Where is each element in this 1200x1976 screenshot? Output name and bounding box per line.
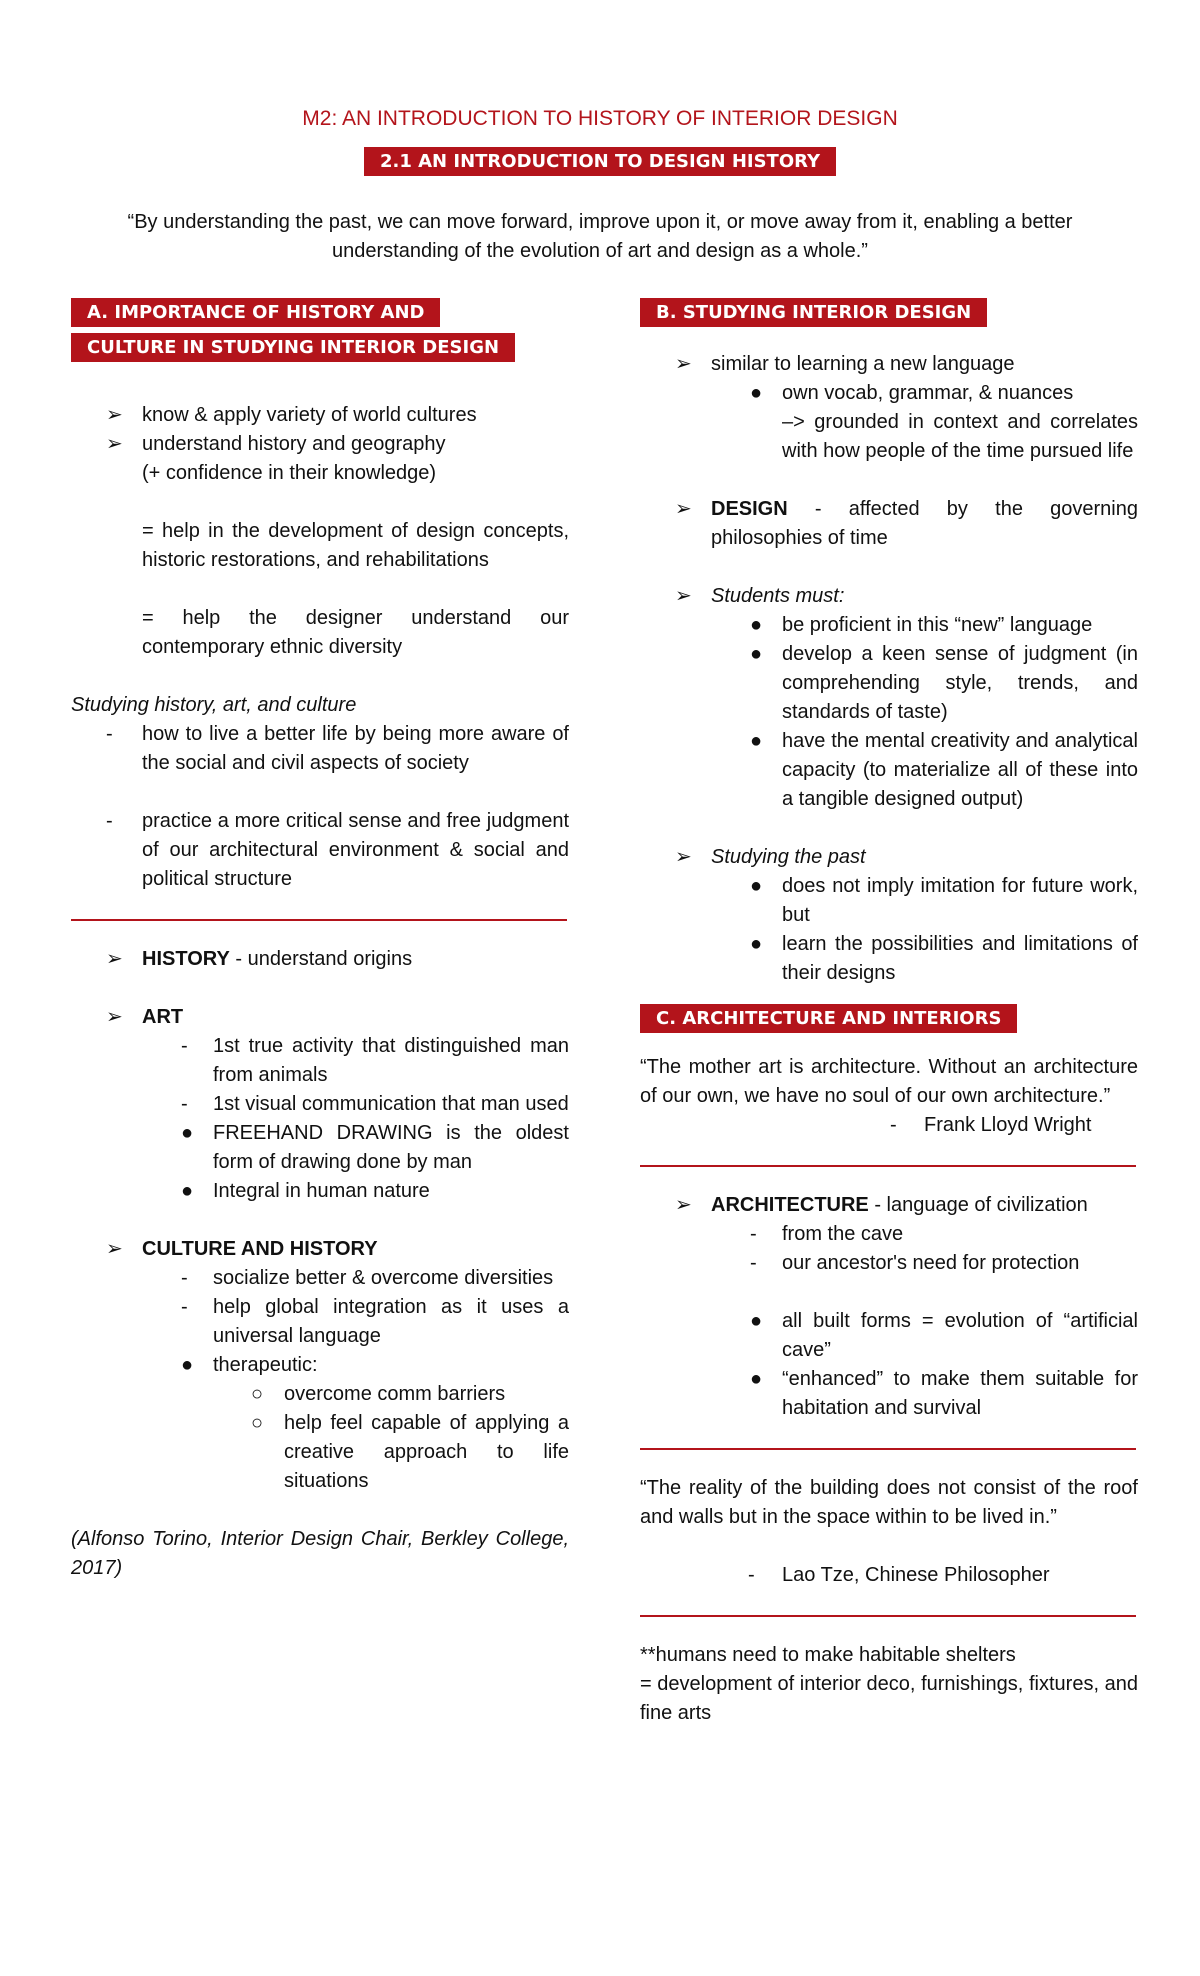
quote-author: - Frank Lloyd Wright	[640, 1111, 1138, 1140]
dot-bullet-icon: ●	[181, 1180, 194, 1202]
list-item: - our ancestor's need for protection	[640, 1249, 1138, 1278]
list-item: ➢ CULTURE AND HISTORY	[71, 1235, 569, 1264]
list-item: ● learn the possibilities and limitations of their designs	[640, 930, 1138, 988]
divider	[640, 1615, 1136, 1617]
list-item: - how to live a better life by being more aware of the social and civil aspects of society	[71, 720, 569, 778]
left-column	[71, 298, 569, 1583]
dash-bullet: -	[181, 1267, 188, 1289]
divider	[640, 1165, 1136, 1167]
arrow-bullet-icon: ➢	[675, 846, 692, 868]
dash-bullet: -	[750, 1223, 757, 1245]
dot-bullet-icon: ●	[750, 643, 763, 665]
list-item: ● “enhanced” to make them suitable for habitation and survival	[640, 1365, 1138, 1423]
list-item: - help global integration as it uses a universal language	[71, 1293, 569, 1351]
list-item: ● Integral in human nature	[71, 1177, 569, 1206]
arrow-bullet-icon: ➢	[106, 433, 123, 455]
help-statement: = help in the development of design concepts, historic restorations, and rehabilitations	[142, 520, 569, 571]
section-a-banner-line1: A. IMPORTANCE OF HISTORY AND	[71, 298, 440, 327]
section-b-banner: B. STUDYING INTERIOR DESIGN	[640, 298, 987, 327]
list-item: ● have the mental creativity and analytical capacity (to materialize all of these into a tangible designed output)	[640, 727, 1138, 814]
quote-wright: “The mother art is architecture. Without an architecture of our own, we have no soul of our own architecture.”	[640, 1056, 1138, 1107]
arrow-bullet-icon: ➢	[675, 1194, 692, 1216]
dot-bullet-icon: ●	[750, 875, 763, 897]
dot-bullet-icon: ●	[750, 730, 763, 752]
dot-bullet-icon: ●	[181, 1122, 194, 1144]
dash-bullet: -	[181, 1035, 188, 1057]
studying-heading: Studying history, art, and culture	[71, 694, 357, 716]
dash-bullet: -	[181, 1093, 188, 1115]
list-item: ● does not imply imitation for future work, but	[640, 872, 1138, 930]
list-item: ○ overcome comm barriers	[71, 1380, 569, 1409]
dot-bullet-icon: ●	[750, 1310, 763, 1332]
list-item: ➢ Studying the past	[640, 843, 1138, 872]
arrow-bullet-icon: ➢	[106, 1006, 123, 1028]
arrow-bullet-icon: ➢	[675, 498, 692, 520]
quote-author: - Lao Tze, Chinese Philosopher	[640, 1561, 1138, 1590]
list-item: - socialize better & overcome diversities	[71, 1264, 569, 1293]
right-column	[640, 298, 1138, 1728]
section-a-banner-line2: CULTURE IN STUDYING INTERIOR DESIGN	[71, 333, 515, 362]
document-title: M2: AN INTRODUCTION TO HISTORY OF INTERIOR DESIGN	[302, 107, 898, 130]
list-item: - 1st visual communication that man used	[71, 1090, 569, 1119]
closing-note-line1: **humans need to make habitable shelters	[640, 1644, 1016, 1666]
dash-bullet: -	[106, 723, 113, 745]
closing-note-line2: = development of interior deco, furnishings, fixtures, and fine arts	[640, 1673, 1138, 1724]
dash-bullet: -	[181, 1296, 188, 1318]
dot-bullet-icon: ●	[750, 933, 763, 955]
list-item: ● develop a keen sense of judgment (in comprehending style, trends, and standards of taste)	[640, 640, 1138, 727]
list-item: - from the cave	[640, 1220, 1138, 1249]
list-item: ○ help feel capable of applying a creative approach to life situations	[71, 1409, 569, 1496]
circle-bullet-icon: ○	[251, 1412, 264, 1434]
dot-bullet-icon: ●	[750, 1368, 763, 1390]
dot-bullet-icon: ●	[181, 1354, 194, 1376]
circle-bullet-icon: ○	[251, 1383, 264, 1405]
list-item: ➢ DESIGN - affected by the governing philosophies of time	[640, 495, 1138, 553]
divider	[640, 1448, 1136, 1450]
arrow-bullet-icon: ➢	[106, 948, 123, 970]
list-item: ➢ understand history and geography	[71, 430, 569, 459]
citation: (Alfonso Torino, Interior Design Chair, Berkley College, 2017)	[71, 1528, 569, 1579]
list-item: ● FREEHAND DRAWING is the oldest form of drawing done by man	[71, 1119, 569, 1177]
arrow-bullet-icon: ➢	[675, 353, 692, 375]
list-item: - practice a more critical sense and free judgment of our architectural environment & social and political structure	[71, 807, 569, 894]
intro-quote: “By understanding the past, we can move forward, improve upon it, or move away from it, enabling a better understanding of the evolution of art and design as a whole.”	[127, 211, 1073, 262]
section-c-banner: C. ARCHITECTURE AND INTERIORS	[640, 1004, 1017, 1033]
list-item: ➢ HISTORY - understand origins	[71, 945, 569, 974]
list-item: ➢ ARCHITECTURE - language of civilization	[640, 1191, 1138, 1220]
list-item: ➢ know & apply variety of world cultures	[71, 401, 569, 430]
arrow-bullet-icon: ➢	[675, 585, 692, 607]
list-item: ● own vocab, grammar, & nuances	[640, 379, 1138, 408]
dash-bullet: -	[748, 1564, 755, 1586]
list-item-continuation: –> grounded in context and correlates with how people of the time pursued life	[782, 411, 1138, 462]
arrow-bullet-icon: ➢	[106, 1238, 123, 1260]
quote-laotze: “The reality of the building does not consist of the roof and walls but in the space within to be lived in.”	[640, 1477, 1138, 1528]
list-item: ➢ similar to learning a new language	[640, 350, 1138, 379]
dash-bullet: -	[750, 1252, 757, 1274]
dot-bullet-icon: ●	[750, 614, 763, 636]
list-item: ➢ Students must:	[640, 582, 1138, 611]
section-subtitle-banner: 2.1 AN INTRODUCTION TO DESIGN HISTORY	[364, 147, 836, 176]
dot-bullet-icon: ●	[750, 382, 763, 404]
dash-bullet: -	[106, 810, 113, 832]
list-item: ● all built forms = evolution of “artificial cave”	[640, 1307, 1138, 1365]
subtitle-wrap	[0, 147, 1200, 176]
divider	[71, 919, 567, 921]
list-item: ● therapeutic:	[71, 1351, 569, 1380]
list-item: ● be proficient in this “new” language	[640, 611, 1138, 640]
list-item: - 1st true activity that distinguished man from animals	[71, 1032, 569, 1090]
list-item: ➢ ART	[71, 1003, 569, 1032]
dash-bullet: -	[890, 1114, 897, 1136]
help-statement: = help the designer understand our contemporary ethnic diversity	[142, 607, 569, 658]
section-a-banner	[71, 298, 569, 362]
arrow-bullet-icon: ➢	[106, 404, 123, 426]
list-item-note: (+ confidence in their knowledge)	[142, 462, 437, 484]
